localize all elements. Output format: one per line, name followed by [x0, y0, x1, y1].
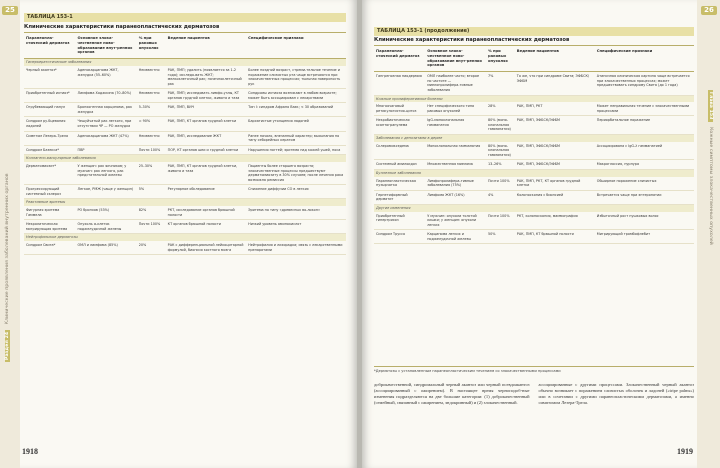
table-cell: Синдром Базекса* [24, 145, 76, 155]
table-cell: РАК, ПМП, КТ органов грудной клетки [166, 117, 247, 131]
table-cell: Почти 100% [137, 220, 166, 234]
section-row [24, 155, 346, 162]
table-cell: ПОР, КТ органов шеи и грудной клетки [166, 145, 247, 155]
body-text [374, 382, 694, 406]
section-label: Реактивные эритемы [24, 199, 346, 206]
table-row [374, 142, 694, 160]
column-header: % при раковых опухолях [486, 47, 515, 72]
table-cell: РАК, ПМП, ЭФБСК/ЭФБМ [515, 160, 595, 170]
section-label: Гиперкератотические заболевания [24, 59, 346, 66]
table-cell: Склеромикседема [374, 142, 425, 160]
table-cell: РАК, ПМП, ВИЧ [166, 103, 247, 117]
table-cell: РАК, ПМП, РКТ, КТ органов грудной клетки [515, 177, 595, 191]
chapter-badge: 26 [701, 6, 717, 15]
side-text: Клинические проявления заболеваний внутренних органов [5, 173, 10, 325]
table-footnote: *Дерматозы с установленным паранеопластическим течением со злокачественными процессами [374, 366, 694, 373]
table-cell: Может неправильная течение с злокачественными процессами [595, 102, 694, 116]
table-cell: РАК, ПМП, ЭФБСК/ЭФБМ [515, 116, 595, 135]
table-title: Клинические характеристики паранеопластических дерматозов [24, 24, 346, 33]
table-caption: ТАБЛИЦА 153-1 (продолжение) [374, 27, 694, 36]
table-cell: Фигурная эритема Гаммела [24, 206, 76, 220]
table-cell: Синдром ру-бцевания ладоней [24, 117, 76, 131]
table-cell: Мигрирующий тромбофлебит [595, 230, 694, 244]
page-number: 1919 [677, 447, 693, 456]
column-header: Ведение пациентов [515, 47, 595, 72]
table-cell: То же, что при синдроме Свита; ЭФБСК/ЭФБМ [515, 72, 595, 95]
table-cell: РАК, ПМП, РКТ [515, 102, 595, 116]
table-row [24, 185, 346, 199]
table-cell: Более поздний возраст, стреми-тельное течение и поражение слизистых рта чаще встречаются при злокачественных процессах; тыльная поверхность рук [246, 66, 346, 89]
table-cell: Огрубевающий папул [24, 103, 76, 117]
right-page [362, 0, 720, 468]
section-row [374, 95, 694, 102]
table-cell: Системный амилоидоз [374, 160, 425, 170]
table-cell: КТ органов брюшной полости [166, 220, 247, 234]
table-cell: РАК, ПМП, КТ органов грудной клетки, живота и таза [166, 162, 247, 185]
side-part-label: Раздел 24 [5, 331, 10, 360]
section-row [24, 199, 346, 206]
section-label: Заболевания с депозитами в дерме [374, 135, 694, 142]
left-page [0, 0, 357, 468]
table-cell: Герпетиформный дерматит [374, 190, 425, 204]
table-row [374, 160, 694, 170]
table-cell: Обширное поражение слизистых [595, 177, 694, 191]
table-cell: Синдром Труссо [374, 230, 425, 244]
table-cell: Карцинома легких и поджелудочной железы [425, 230, 486, 244]
table-cell: У женщин: рак яичников; у мужчин: рак легкого, рак предстательной железы [76, 162, 137, 185]
table-row [374, 190, 694, 204]
side-text: Кожные симптомы злокачественных опухолей [708, 127, 713, 245]
column-header: Основное злока-чественное ново-образование внут-ренних органов [76, 34, 137, 59]
table-cell: Нейтрофилия и лихорадка; связь с лекарственными препаратами [246, 241, 346, 255]
page-number: 1918 [22, 447, 38, 456]
table-cell: РАК, ПМП; удалить (появляется за 1-2 года); исследо-вать ЖКТ; мелкоклеточный рак; почечноклеточный рак [166, 66, 247, 89]
side-running-head [5, 112, 10, 362]
table-cell: Некролитическая мигрирующая эритема [24, 220, 76, 234]
section-label: Другие изменения [374, 204, 694, 211]
table-cell: Лимфома Ходжкина (70–80%) [76, 89, 137, 103]
table-cell: 5% [137, 185, 166, 199]
body-column-1: доброкачественной, синдромальный черный акантоз или черный псевдоакантоз (ассоциированный с ожирением). В настоящее время черноподоб-ные изменения подразделяются на две большие категории: (1) доброкачественный (семейный, связанный с ожирением, эндокринный) и (2) злокачественный. [374, 382, 530, 406]
table-cell: Черный акантоз* [24, 66, 76, 89]
table-row [374, 72, 694, 95]
section-row [24, 234, 346, 241]
dermatoses-table [24, 34, 346, 255]
table-body [374, 72, 694, 244]
column-header: Паранеопла-стический дерматоз [24, 34, 76, 59]
table-header-row [24, 34, 346, 59]
table-cell: Приобретенный гипертрихоз [374, 212, 425, 230]
table-cell: Периорбитальное поражение [595, 116, 694, 135]
table-cell: Аденокарцинома ЖКТ (47%) [76, 131, 137, 145]
table-cell: Колоноскопия с биопсией [515, 190, 595, 204]
table-cell: РАК, ПМП, КТ брюшной полости [515, 230, 595, 244]
column-header: % при раковых опухолях [137, 34, 166, 59]
table-cell: Ассоциирована с IgG-λ гаммапатией [595, 142, 694, 160]
chapter-badge: 25 [2, 6, 18, 15]
table-cell: 5–30% [137, 103, 166, 117]
table-cell: РАК, ПМП; исследовать лимфо-узлы, КТ органов грудной клетки, живота и таза [166, 89, 247, 103]
page-edge-band [0, 0, 20, 468]
dermatoses-table-continued [374, 47, 694, 244]
table-cell: Регулярное обследование [166, 185, 247, 199]
table-cell: Нет специфического типа раковых опухолей [425, 102, 486, 116]
table-cell: Синдром Свита* [24, 241, 76, 255]
table-cell: Гангренозная пиодермия [374, 72, 425, 95]
table-cell: ОМЛ наиболее часто; второе по частоте — миелопролифера-тивные заболевания [425, 72, 486, 95]
table-cell: 28% [486, 102, 515, 116]
section-label: Кожные пролиферативные болезни [374, 95, 694, 102]
table-caption: ТАБЛИЦА 153-1 [24, 13, 346, 22]
side-running-head [708, 90, 713, 340]
table-cell: Почти 100% [486, 177, 515, 191]
table-cell: Пациенты более старшего возраста; злокачественные процессы предшествуют дерматомиозиту в 30% случаев; после лечения рака возможна ремиссия [246, 162, 346, 185]
table-cell: 82% [137, 206, 166, 220]
section-row [374, 204, 694, 211]
table-cell: Снижение диффузии CO в легких [246, 185, 346, 199]
table-cell: Ранее начало, внезапный характер; высыпания по типу себорейных кератом [246, 131, 346, 145]
table-cell: Макроглоссия, пурпура [595, 160, 694, 170]
table-cell: Паранеопластическая пузырчатка [374, 177, 425, 191]
section-row [24, 59, 346, 66]
table-cell: Почти 100% [137, 145, 166, 155]
table-cell: Тип I: синдром Афрано Ваэк; < 30 образований [246, 103, 346, 117]
column-header: Паранеопла-стический дерматоз [374, 47, 425, 72]
table-cell: Прогрессирующий системный склероз [24, 185, 76, 199]
table-cell: Избыточный рост пушковых волос [595, 212, 694, 230]
table-row [374, 102, 694, 116]
table-cell: Опухоль α-клеток поджелудочной железы [76, 220, 137, 234]
table-cell: Аденокарцинома ЖКТ, желудка (55–60%) [76, 66, 137, 89]
table-cell: 13–26% [486, 160, 515, 170]
table-cell: Неизвестно [137, 89, 166, 103]
table-cell: Неизвестно [137, 131, 166, 145]
table-row [24, 241, 346, 255]
table-cell: Некробиотическая ксантогранулема [374, 116, 425, 135]
table-row [24, 66, 346, 89]
table-cell: 50% [486, 230, 515, 244]
table-header-row [374, 47, 694, 72]
table-row [24, 117, 346, 131]
table-row [374, 116, 694, 135]
table-cell: Атипичная клиническая картина чаще встречается при злокачественных процессах; может предшествовать синдрому Свита (до 1 года) [595, 72, 694, 95]
table-cell: Бронхогенная карцинома, рак желудка [76, 103, 137, 117]
section-label: Нейтрофильные дерматозы [24, 234, 346, 241]
table-cell: ОМЛ и лимфома (85%) [76, 241, 137, 255]
table-body [24, 59, 346, 255]
column-header: Специфические признаки [595, 47, 694, 72]
table-row [24, 89, 346, 103]
table-cell: Приобретенный ихтиоз* [24, 89, 76, 103]
table-cell: РАК, ПМП, ЭФБСК/ЭФБМ [515, 142, 595, 160]
table-cell: Дерматомиозит* [24, 162, 76, 185]
table-cell: 4% [486, 190, 515, 204]
table-cell: Неизвестно [137, 66, 166, 89]
table-cell: РКТ, исследование органов брюшной полости [166, 206, 247, 220]
table-cell: 25–30% [137, 162, 166, 185]
table-row [24, 220, 346, 234]
table-cell: РО бронхов (53%) [76, 206, 137, 220]
table-cell: 80% (моно-клональная гаммапатия) [486, 142, 515, 160]
table-cell: РКТ, колоноскопия, маммография [515, 212, 595, 230]
table-cell: Легкое, РМЖ (чаще у женщин) [76, 185, 137, 199]
column-header: Ведение пациентов [166, 34, 247, 59]
table-cell: Почти 100% [486, 212, 515, 230]
table-row [374, 230, 694, 244]
section-label: Буллезные заболевания [374, 169, 694, 176]
table-cell: ПВР [76, 145, 137, 155]
table-cell: Множественная миелома [425, 160, 486, 170]
table-cell: IgG-моноклональная гаммапатия [425, 116, 486, 135]
table-cell: Низкий уровень аминокислот [246, 220, 346, 234]
table-cell: Лимфома ЖКТ (16%) [425, 190, 486, 204]
column-header: Основное злока-чественное ново-образование внут-ренних органов [425, 47, 486, 72]
table-cell: 7% [486, 72, 515, 95]
table-cell: РАК, ПМП, исследование ЖКТ [166, 131, 247, 145]
table-row [24, 206, 346, 220]
table-cell: Моноклональная гаммапатия [425, 142, 486, 160]
table-cell: Многоочаговый ретикулогистио-цитоз [374, 102, 425, 116]
section-row [374, 135, 694, 142]
table-cell: Чешуйчатый рак легкого, при отсутствии ЧР — РО желудка [76, 117, 137, 131]
table-row [24, 103, 346, 117]
table-row [374, 177, 694, 191]
table-cell: 20% [137, 241, 166, 255]
section-label: Коллагено-васкулярные заболевания [24, 155, 346, 162]
table-cell: 80% (моно-клональная гаммапатия) [486, 116, 515, 135]
table-cell: Синдромы ихтиоза возникают в любом возрасте; может быть ассоциирован с лекарствами [246, 89, 346, 103]
table-cell: Бархатистые утолщения ладоней [246, 117, 346, 131]
section-row [374, 169, 694, 176]
table-row [24, 131, 346, 145]
table-cell: Эритема по типу «древесных во-локон» [246, 206, 346, 220]
table-cell: Встречается чаще при энтеропатии [595, 190, 694, 204]
column-header: Специфические признаки [246, 34, 346, 59]
table-cell: У мужчин: опухоли толстой кишки; у женщин: опухоли легких [425, 212, 486, 230]
table-row [24, 162, 346, 185]
table-cell: Лимфопролифера-тивные заболевания (75%) [425, 177, 486, 191]
table-cell: ≈ 90% [137, 117, 166, 131]
body-column-2: ассоциированные с другими процессами. Злокачественный черный акантоз обычно возникает с поражением слизистых оболочек и ладоней («tripe palms») или в сочетании с другими паранеопластическими дерматозами, а именно симптомом Лезера-Трела. [538, 382, 694, 406]
table-cell: РАК с дифференциальной лейкоцитарной формулой, биопсия костного мозга [166, 241, 247, 255]
side-part-label: Глава 153 [708, 92, 713, 120]
table-row [374, 212, 694, 230]
table-cell: Симптом Лезера–Трела [24, 131, 76, 145]
table-cell: Нарушения ногтей; эритема над кожей ушей, носа [246, 145, 346, 155]
table-title: Клинические характеристики паранеопластических дерматозов [374, 37, 694, 46]
table-row [24, 145, 346, 155]
